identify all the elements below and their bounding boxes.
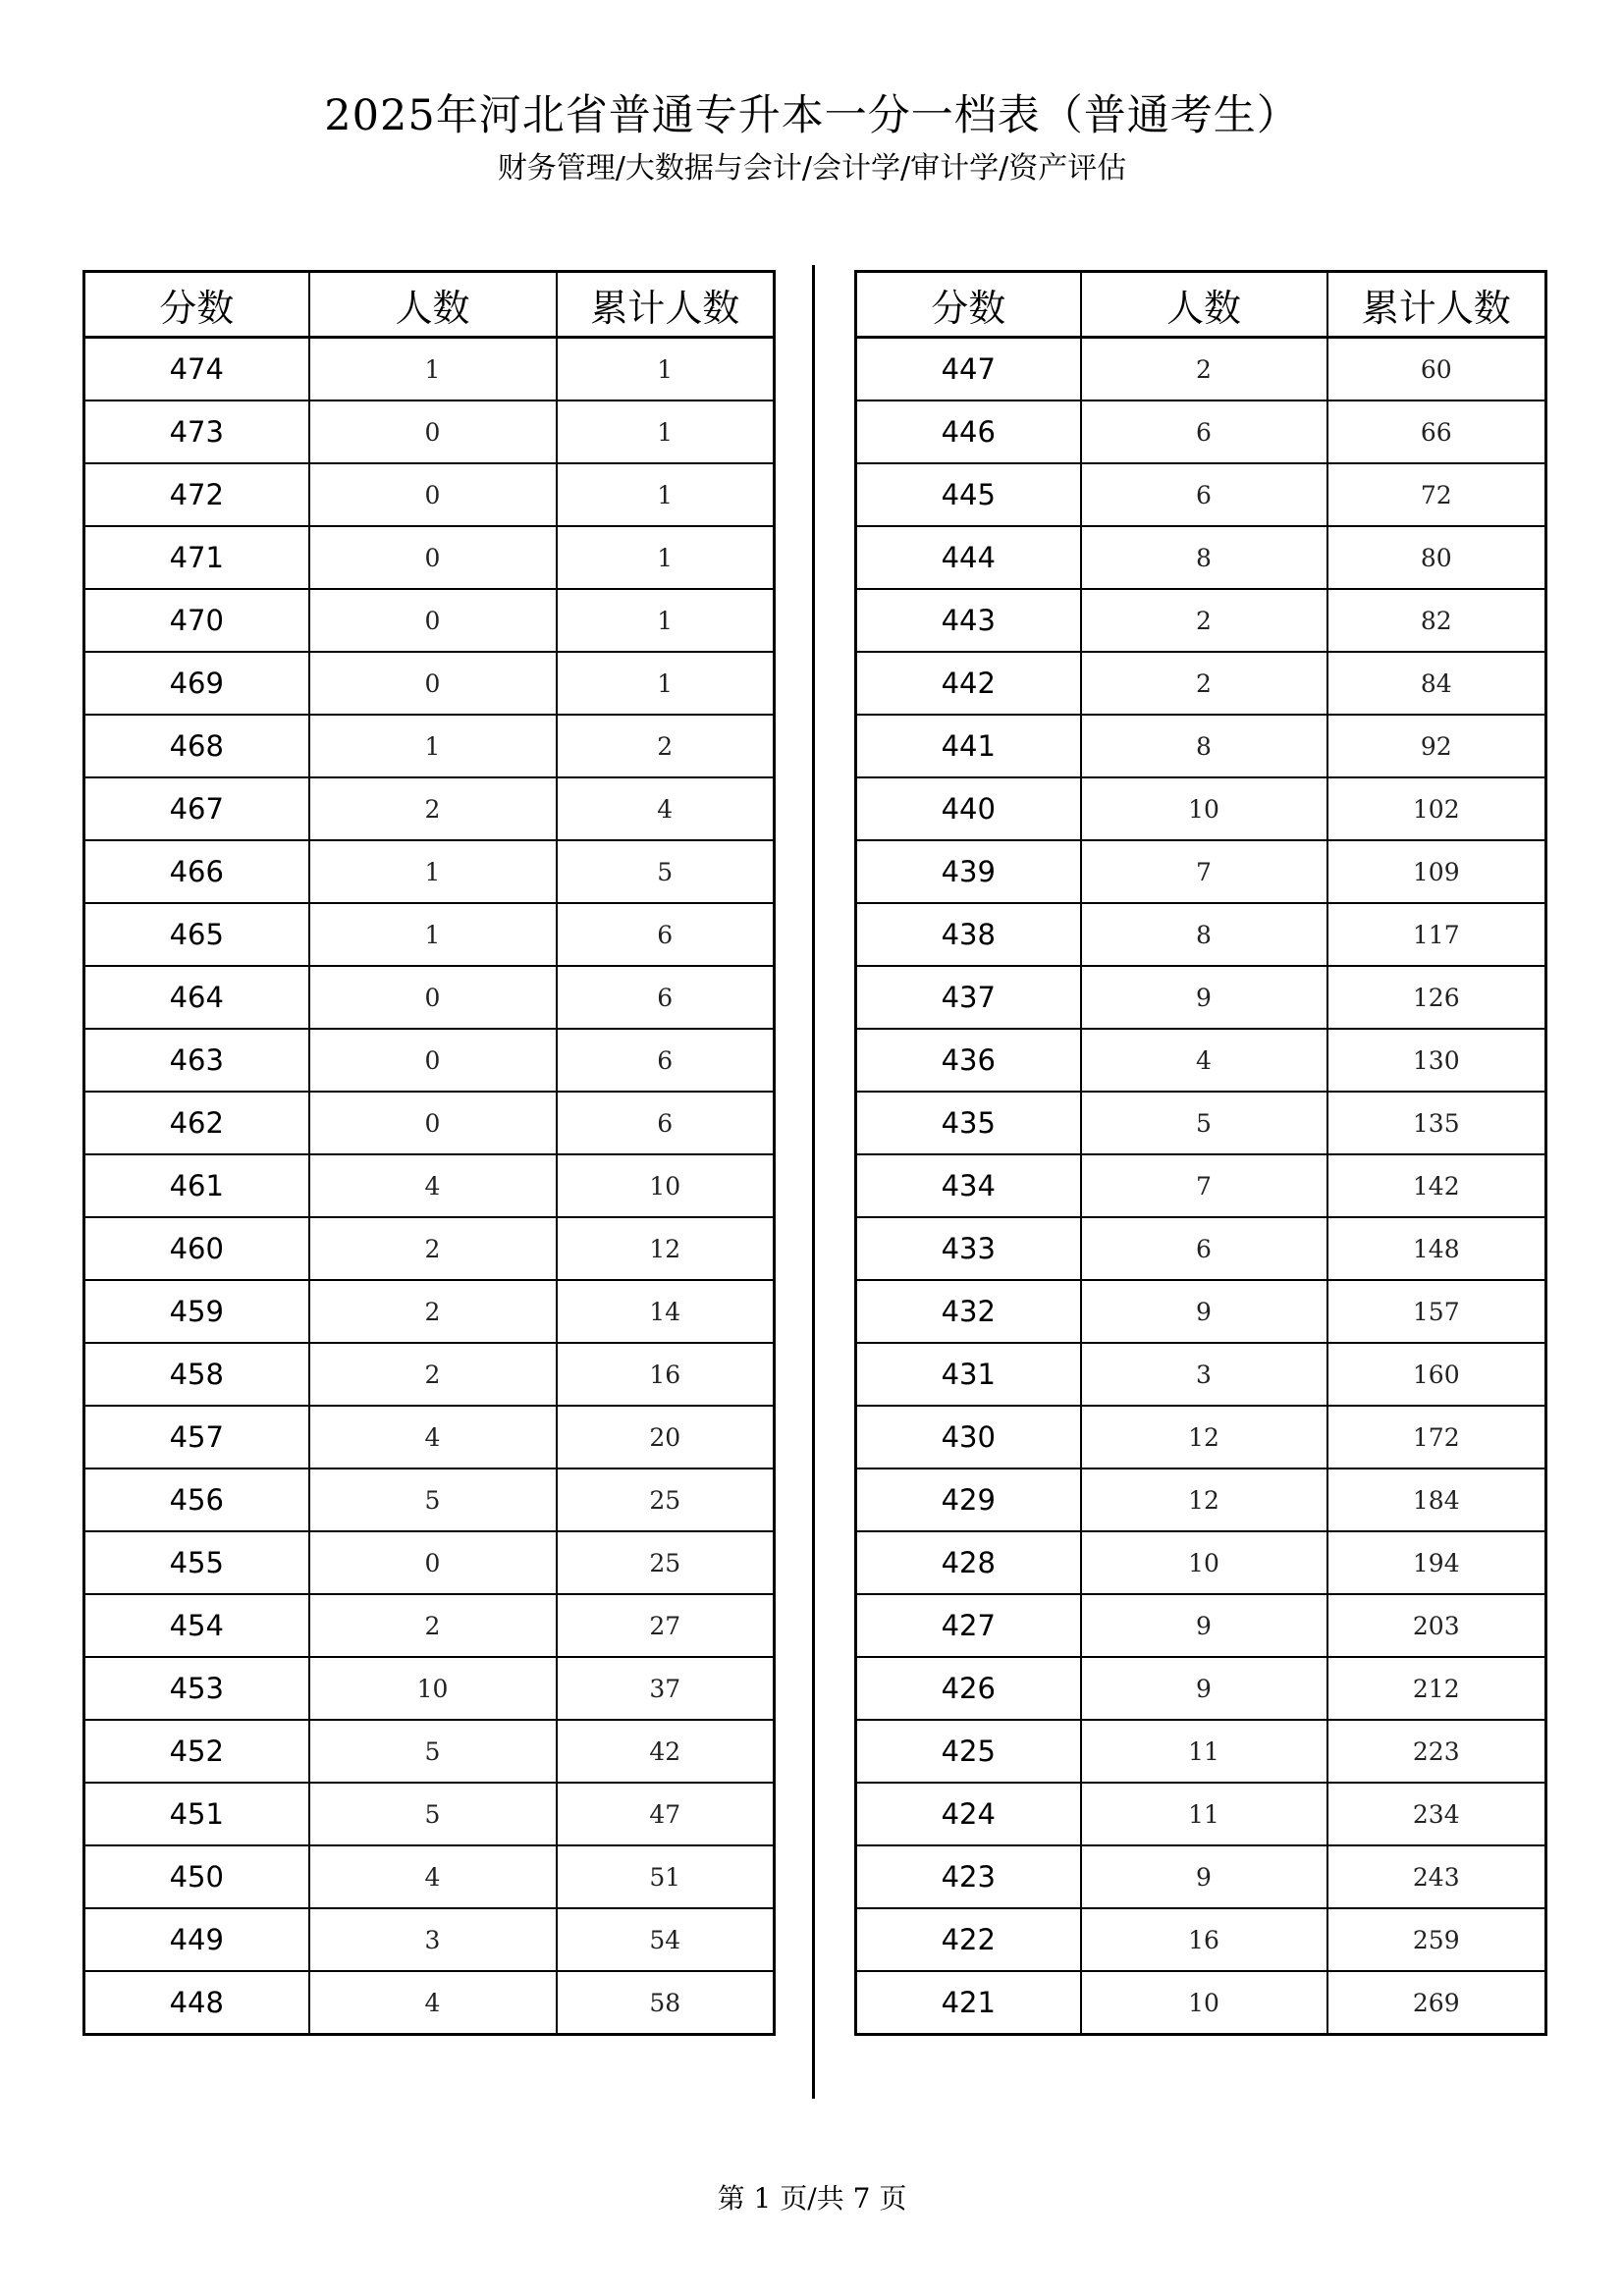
table-row [84, 652, 775, 715]
score-cell: 422 [856, 1908, 1081, 1971]
count-cell: 1 [309, 715, 557, 777]
count-cell: 0 [309, 1029, 557, 1092]
count-cell: 6 [1081, 1217, 1327, 1280]
cumulative-cell: 135 [1327, 1092, 1546, 1154]
cumulative-cell: 80 [1327, 526, 1546, 589]
count-cell: 0 [309, 526, 557, 589]
score-cell: 459 [84, 1280, 309, 1343]
table-row [856, 1783, 1546, 1845]
count-cell: 7 [1081, 840, 1327, 903]
count-cell: 4 [309, 1406, 557, 1468]
count-cell: 10 [309, 1657, 557, 1720]
cumulative-cell: 14 [557, 1280, 775, 1343]
table-row [856, 1971, 1546, 2035]
cumulative-cell: 92 [1327, 715, 1546, 777]
count-cell: 2 [309, 777, 557, 840]
cumulative-cell: 259 [1327, 1908, 1546, 1971]
cumulative-cell: 117 [1327, 903, 1546, 966]
table-row [856, 1908, 1546, 1971]
cumulative-cell: 6 [557, 1029, 775, 1092]
table-row [84, 1029, 775, 1092]
table-row [856, 1217, 1546, 1280]
count-cell: 8 [1081, 526, 1327, 589]
table-row [856, 400, 1546, 463]
table-row [856, 966, 1546, 1029]
table-row [856, 1657, 1546, 1720]
score-cell: 444 [856, 526, 1081, 589]
score-cell: 427 [856, 1594, 1081, 1657]
table-row [856, 1092, 1546, 1154]
cumulative-cell: 157 [1327, 1280, 1546, 1343]
cumulative-cell: 37 [557, 1657, 775, 1720]
cumulative-cell: 1 [557, 338, 775, 401]
cumulative-cell: 6 [557, 1092, 775, 1154]
cumulative-cell: 25 [557, 1531, 775, 1594]
cumulative-cell: 66 [1327, 400, 1546, 463]
score-cell: 452 [84, 1720, 309, 1783]
count-cell: 2 [1081, 589, 1327, 652]
table-row [856, 1343, 1546, 1406]
cumulative-cell: 84 [1327, 652, 1546, 715]
count-cell: 0 [309, 463, 557, 526]
cumulative-cell: 1 [557, 526, 775, 589]
cumulative-cell: 194 [1327, 1531, 1546, 1594]
cumulative-cell: 130 [1327, 1029, 1546, 1092]
score-cell: 440 [856, 777, 1081, 840]
count-cell: 0 [309, 1092, 557, 1154]
cumulative-cell: 269 [1327, 1971, 1546, 2035]
cumulative-cell: 4 [557, 777, 775, 840]
score-cell: 453 [84, 1657, 309, 1720]
count-cell: 1 [309, 903, 557, 966]
cumulative-cell: 51 [557, 1845, 775, 1908]
score-cell: 430 [856, 1406, 1081, 1468]
count-cell: 5 [309, 1783, 557, 1845]
count-cell: 5 [309, 1468, 557, 1531]
page-footer: 第 1 页/共 7 页 [717, 2182, 907, 2215]
score-cell: 467 [84, 777, 309, 840]
table-row [84, 1154, 775, 1217]
count-cell: 0 [309, 652, 557, 715]
cumulative-cell: 142 [1327, 1154, 1546, 1217]
score-cell: 464 [84, 966, 309, 1029]
score-cell: 435 [856, 1092, 1081, 1154]
count-cell: 4 [1081, 1029, 1327, 1092]
table-row [84, 1783, 775, 1845]
table-row [856, 715, 1546, 777]
score-cell: 451 [84, 1783, 309, 1845]
column-header-cumulative: 累计人数 [1327, 272, 1546, 338]
cumulative-cell: 1 [557, 589, 775, 652]
count-cell: 11 [1081, 1783, 1327, 1845]
cumulative-cell: 10 [557, 1154, 775, 1217]
cumulative-cell: 54 [557, 1908, 775, 1971]
count-cell: 10 [1081, 1971, 1327, 2035]
score-cell: 456 [84, 1468, 309, 1531]
count-cell: 5 [1081, 1092, 1327, 1154]
cumulative-cell: 27 [557, 1594, 775, 1657]
score-cell: 450 [84, 1845, 309, 1908]
table-row [856, 463, 1546, 526]
table-row [84, 1280, 775, 1343]
count-cell: 0 [309, 1531, 557, 1594]
table-row [84, 589, 775, 652]
cumulative-cell: 12 [557, 1217, 775, 1280]
table-row [856, 652, 1546, 715]
count-cell: 11 [1081, 1720, 1327, 1783]
score-cell: 446 [856, 400, 1081, 463]
cumulative-cell: 1 [557, 463, 775, 526]
table-row [84, 1468, 775, 1531]
table-header-row [84, 272, 775, 338]
count-cell: 0 [309, 966, 557, 1029]
score-cell: 461 [84, 1154, 309, 1217]
count-cell: 2 [1081, 338, 1327, 401]
column-divider [812, 265, 815, 2099]
count-cell: 3 [309, 1908, 557, 1971]
table-row [856, 840, 1546, 903]
count-cell: 2 [309, 1343, 557, 1406]
table-row [856, 1029, 1546, 1092]
table-row [84, 463, 775, 526]
cumulative-cell: 203 [1327, 1594, 1546, 1657]
table-row [856, 1720, 1546, 1783]
table-row [856, 1468, 1546, 1531]
count-cell: 4 [309, 1845, 557, 1908]
table-row [84, 1406, 775, 1468]
table-row [856, 526, 1546, 589]
cumulative-cell: 184 [1327, 1468, 1546, 1531]
cumulative-cell: 20 [557, 1406, 775, 1468]
column-header-count: 人数 [309, 272, 557, 338]
table-row [856, 1594, 1546, 1657]
count-cell: 1 [309, 338, 557, 401]
count-cell: 3 [1081, 1343, 1327, 1406]
count-cell: 12 [1081, 1406, 1327, 1468]
table-row [84, 1343, 775, 1406]
cumulative-cell: 223 [1327, 1720, 1546, 1783]
cumulative-cell: 47 [557, 1783, 775, 1845]
count-cell: 2 [309, 1280, 557, 1343]
score-cell: 466 [84, 840, 309, 903]
score-cell: 429 [856, 1468, 1081, 1531]
table-row [84, 966, 775, 1029]
count-cell: 2 [309, 1217, 557, 1280]
table-row [856, 1406, 1546, 1468]
score-cell: 458 [84, 1343, 309, 1406]
table-row [856, 903, 1546, 966]
cumulative-cell: 72 [1327, 463, 1546, 526]
table-row [84, 338, 775, 401]
score-cell: 465 [84, 903, 309, 966]
count-cell: 9 [1081, 966, 1327, 1029]
count-cell: 9 [1081, 1280, 1327, 1343]
score-cell: 437 [856, 966, 1081, 1029]
score-cell: 443 [856, 589, 1081, 652]
score-table-left [82, 270, 776, 2036]
score-cell: 474 [84, 338, 309, 401]
score-cell: 468 [84, 715, 309, 777]
count-cell: 9 [1081, 1657, 1327, 1720]
score-cell: 463 [84, 1029, 309, 1092]
count-cell: 9 [1081, 1845, 1327, 1908]
count-cell: 2 [1081, 652, 1327, 715]
count-cell: 4 [309, 1971, 557, 2035]
table-row [856, 1531, 1546, 1594]
score-cell: 436 [856, 1029, 1081, 1092]
score-cell: 434 [856, 1154, 1081, 1217]
cumulative-cell: 243 [1327, 1845, 1546, 1908]
count-cell: 8 [1081, 903, 1327, 966]
table-row [84, 1657, 775, 1720]
table-row [84, 1092, 775, 1154]
table-row [84, 526, 775, 589]
score-table-right [854, 270, 1547, 2036]
count-cell: 9 [1081, 1594, 1327, 1657]
table-row [84, 1531, 775, 1594]
cumulative-cell: 126 [1327, 966, 1546, 1029]
column-header-score: 分数 [84, 272, 309, 338]
score-cell: 448 [84, 1971, 309, 2035]
cumulative-cell: 148 [1327, 1217, 1546, 1280]
table-row [856, 589, 1546, 652]
column-header-cumulative: 累计人数 [557, 272, 775, 338]
cumulative-cell: 42 [557, 1720, 775, 1783]
cumulative-cell: 160 [1327, 1343, 1546, 1406]
count-cell: 0 [309, 400, 557, 463]
cumulative-cell: 16 [557, 1343, 775, 1406]
count-cell: 6 [1081, 463, 1327, 526]
score-cell: 423 [856, 1845, 1081, 1908]
score-cell: 438 [856, 903, 1081, 966]
score-cell: 439 [856, 840, 1081, 903]
cumulative-cell: 6 [557, 903, 775, 966]
column-header-score: 分数 [856, 272, 1081, 338]
cumulative-cell: 212 [1327, 1657, 1546, 1720]
score-cell: 424 [856, 1783, 1081, 1845]
table-row [84, 777, 775, 840]
cumulative-cell: 1 [557, 652, 775, 715]
cumulative-cell: 102 [1327, 777, 1546, 840]
count-cell: 8 [1081, 715, 1327, 777]
count-cell: 12 [1081, 1468, 1327, 1531]
score-cell: 421 [856, 1971, 1081, 2035]
count-cell: 10 [1081, 1531, 1327, 1594]
cumulative-cell: 6 [557, 966, 775, 1029]
score-cell: 442 [856, 652, 1081, 715]
table-row [84, 1217, 775, 1280]
table-row [84, 840, 775, 903]
table-row [856, 1280, 1546, 1343]
table-row [84, 1971, 775, 2035]
page-subtitle: 财务管理/大数据与会计/会计学/审计学/资产评估 [497, 151, 1127, 186]
score-cell: 462 [84, 1092, 309, 1154]
score-cell: 449 [84, 1908, 309, 1971]
table-row [84, 400, 775, 463]
table-row [84, 1720, 775, 1783]
count-cell: 5 [309, 1720, 557, 1783]
score-cell: 460 [84, 1217, 309, 1280]
cumulative-cell: 109 [1327, 840, 1546, 903]
table-header-row [856, 272, 1546, 338]
table-row [84, 1908, 775, 1971]
count-cell: 16 [1081, 1908, 1327, 1971]
score-cell: 473 [84, 400, 309, 463]
count-cell: 1 [309, 840, 557, 903]
cumulative-cell: 5 [557, 840, 775, 903]
count-cell: 0 [309, 589, 557, 652]
score-cell: 433 [856, 1217, 1081, 1280]
cumulative-cell: 82 [1327, 589, 1546, 652]
count-cell: 2 [309, 1594, 557, 1657]
table-row [856, 1845, 1546, 1908]
score-cell: 425 [856, 1720, 1081, 1783]
score-cell: 441 [856, 715, 1081, 777]
table-row [856, 1154, 1546, 1217]
count-cell: 4 [309, 1154, 557, 1217]
table-row [856, 338, 1546, 401]
table-row [84, 715, 775, 777]
score-cell: 431 [856, 1343, 1081, 1406]
score-cell: 471 [84, 526, 309, 589]
score-cell: 426 [856, 1657, 1081, 1720]
score-cell: 454 [84, 1594, 309, 1657]
cumulative-cell: 234 [1327, 1783, 1546, 1845]
score-cell: 447 [856, 338, 1081, 401]
score-cell: 472 [84, 463, 309, 526]
cumulative-cell: 60 [1327, 338, 1546, 401]
cumulative-cell: 25 [557, 1468, 775, 1531]
score-cell: 470 [84, 589, 309, 652]
count-cell: 10 [1081, 777, 1327, 840]
count-cell: 6 [1081, 400, 1327, 463]
column-header-count: 人数 [1081, 272, 1327, 338]
cumulative-cell: 2 [557, 715, 775, 777]
table-row [84, 1594, 775, 1657]
count-cell: 7 [1081, 1154, 1327, 1217]
score-cell: 445 [856, 463, 1081, 526]
score-cell: 432 [856, 1280, 1081, 1343]
score-cell: 457 [84, 1406, 309, 1468]
score-cell: 428 [856, 1531, 1081, 1594]
score-cell: 469 [84, 652, 309, 715]
table-row [856, 777, 1546, 840]
table-row [84, 903, 775, 966]
page-title: 2025年河北省普通专升本一分一档表（普通考生） [324, 91, 1300, 140]
cumulative-cell: 172 [1327, 1406, 1546, 1468]
cumulative-cell: 58 [557, 1971, 775, 2035]
cumulative-cell: 1 [557, 400, 775, 463]
table-row [84, 1845, 775, 1908]
score-cell: 455 [84, 1531, 309, 1594]
